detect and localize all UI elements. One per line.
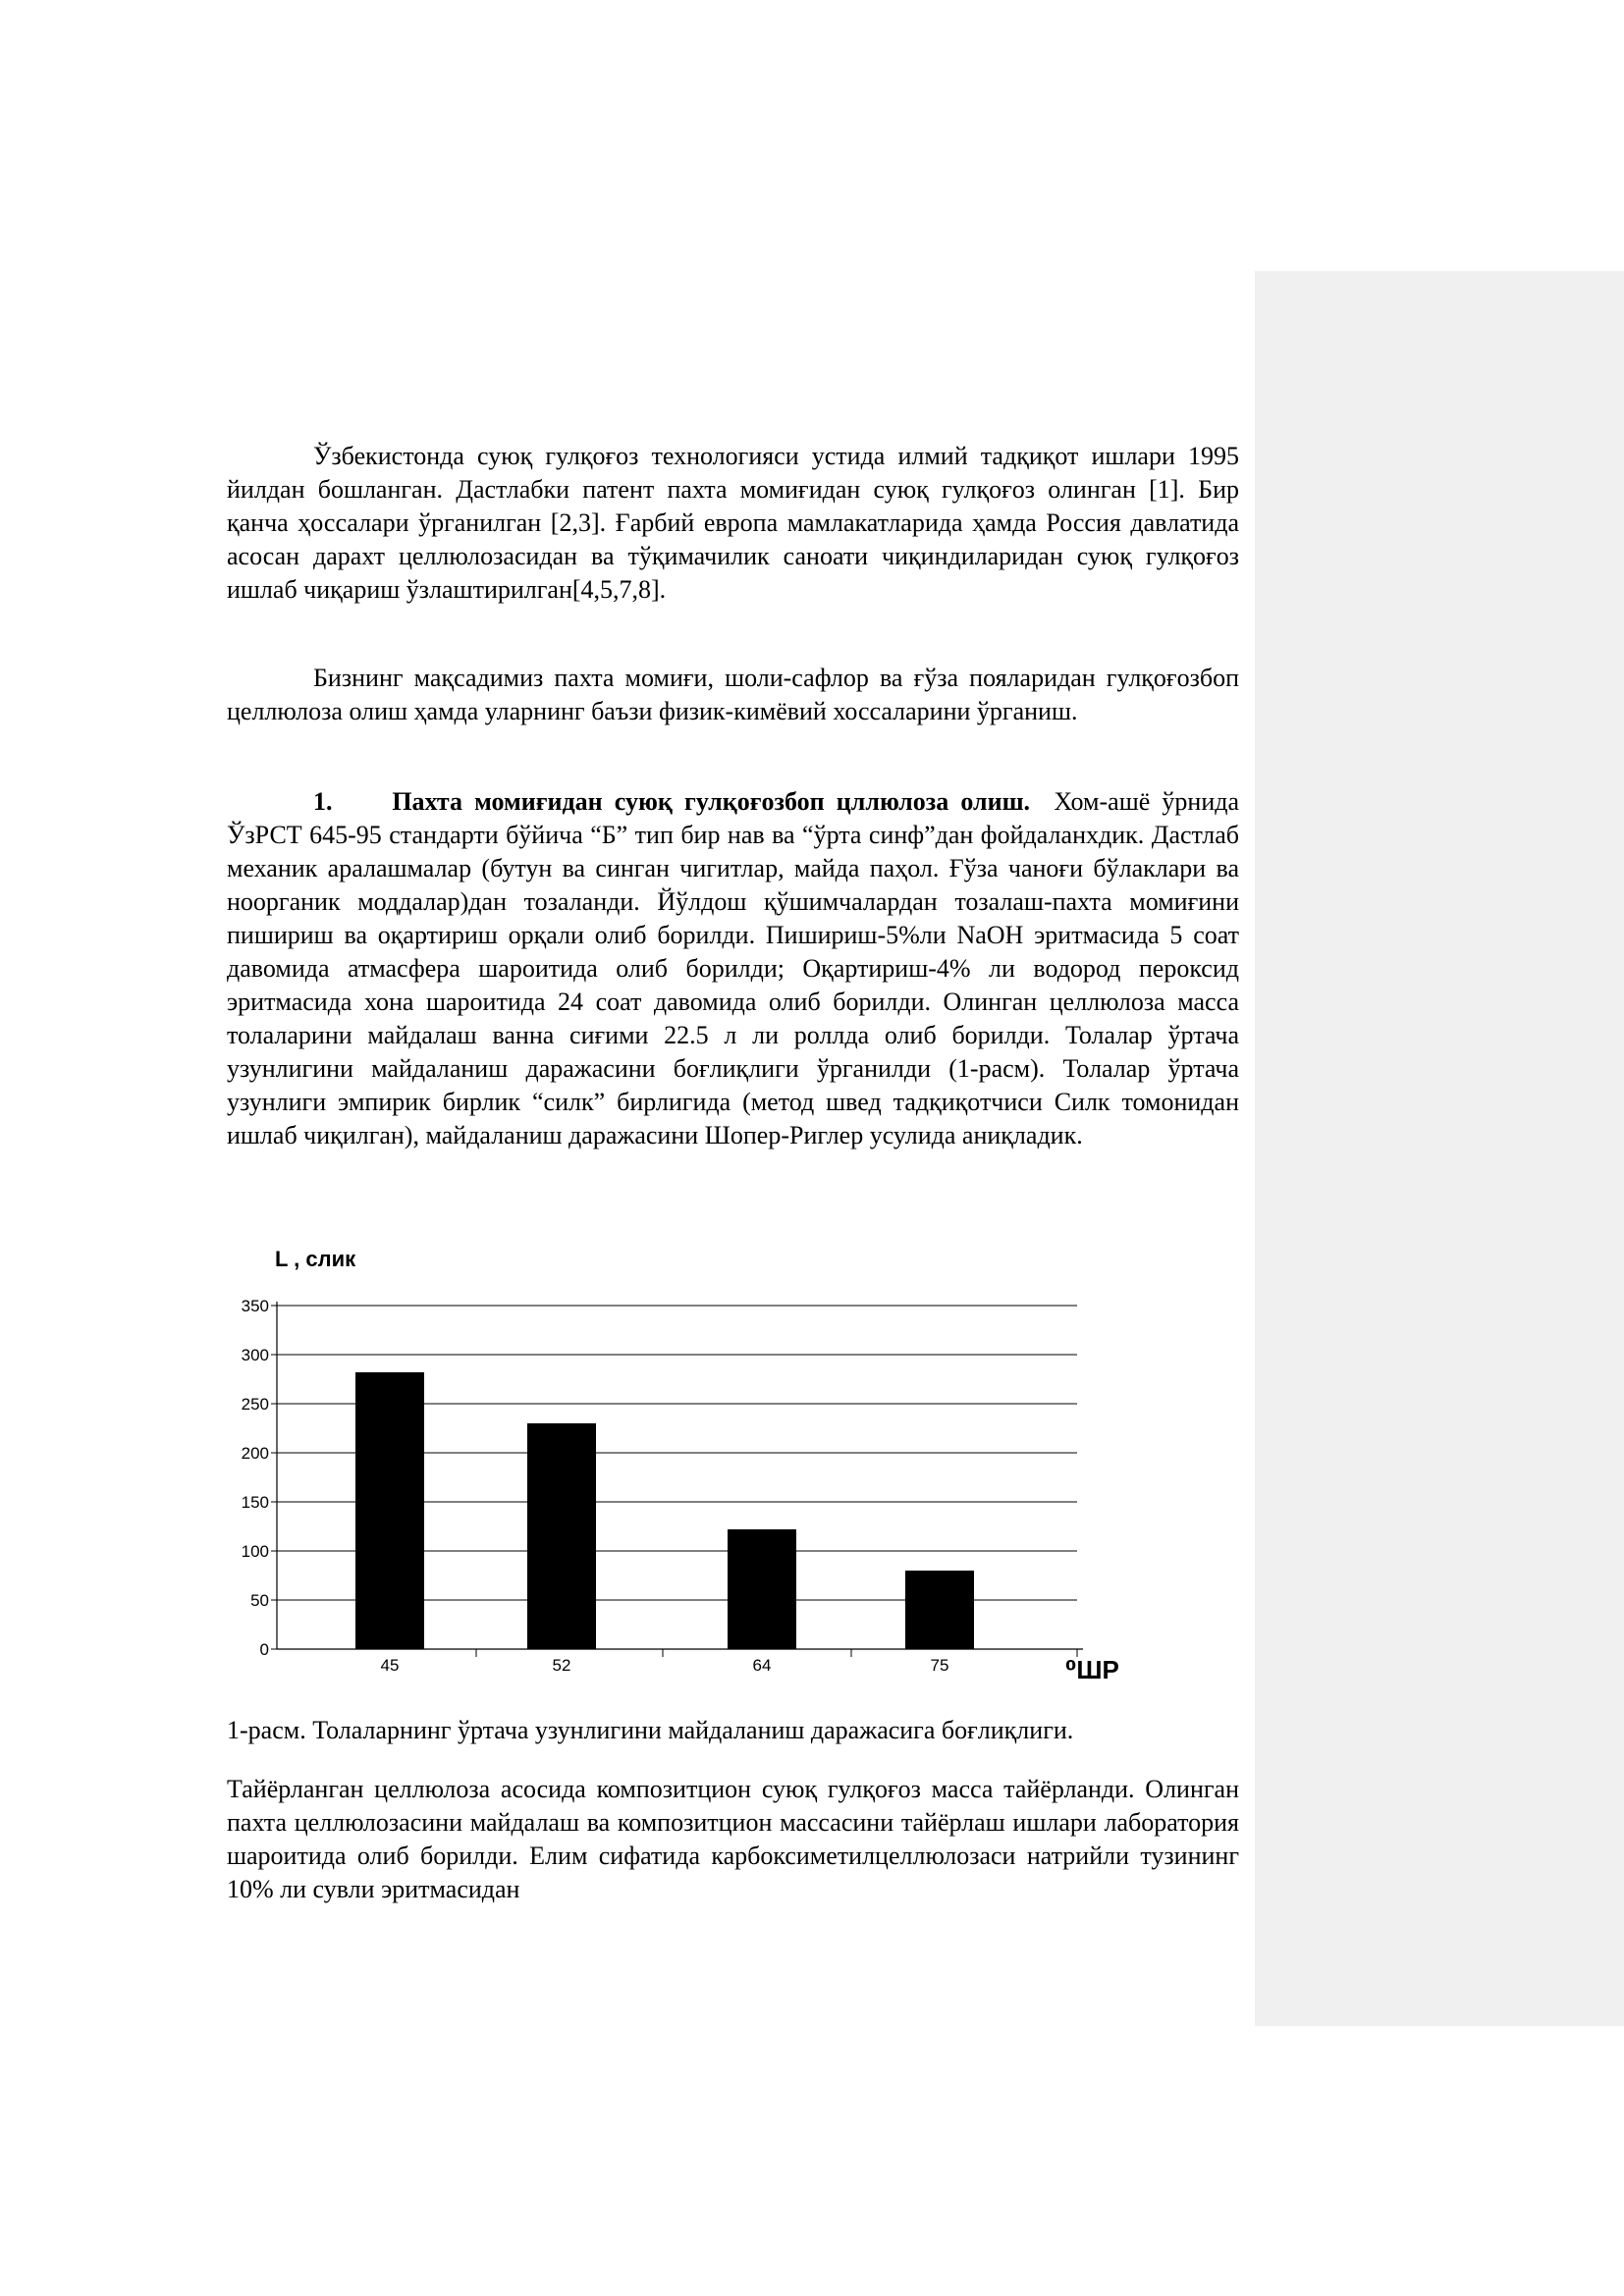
bar (728, 1529, 796, 1649)
section-heading: Пахта момиғидан суюқ гулқоғозбоп цллюлоза олиш. (392, 787, 1031, 816)
bar (527, 1423, 596, 1649)
paragraph-composition (227, 1773, 1239, 1906)
section-1-text (227, 785, 1239, 1152)
x-tick-label: 52 (552, 1656, 571, 1675)
paragraph-intro-text: Ўзбекистонда суюқ гулқоғоз технологияси устида илмий тадқиқот ишлари 1995 йилдан бошланган. Дастлабки патент пахта момиғидан суюқ гулқоғоз олинган [1]. Бир қанча ҳоссалари ўрганилган [2,3]. Ғарбий европа мамлакатларида ҳамда Россия давлатида асосан дарахт целлюлозасидан ва тўқимачилик саноати чиқиндиларидан суюқ гулқоғоз ишлаб чиқариш ўзлаштирилган[4,5,7,8]. (227, 442, 1239, 604)
paragraph-goal-text: Бизнинг мақсадимиз пахта момиғи, шоли-сафлор ва ғўза пояларидан гулқоғозбоп целлюлоза олиш ҳамда уларнинг баъзи физик-кимёвий хоссаларини ўрганиш. (227, 664, 1239, 725)
y-axis-label: L , слик (275, 1247, 356, 1271)
y-tick-label: 350 (241, 1297, 269, 1315)
x-tick-label: 64 (752, 1656, 772, 1675)
x-axis-label: ⁰ШР (1065, 1655, 1119, 1684)
x-tick-label: 75 (930, 1656, 949, 1675)
y-tick-label: 250 (241, 1395, 269, 1414)
x-tick-label: 45 (380, 1656, 400, 1675)
y-tick-label: 50 (250, 1591, 269, 1610)
y-tick-label: 300 (241, 1346, 269, 1364)
y-tick-label: 200 (241, 1444, 269, 1463)
figure-caption-text: 1-расм. Толаларнинг ўртача узунлигини майдаланиш даражасига боғлиқлиги. (227, 1716, 1074, 1744)
y-tick-label: 100 (241, 1542, 269, 1561)
paragraph-intro (227, 440, 1239, 607)
paragraph-goal (227, 662, 1239, 728)
section-number: 1. (313, 787, 333, 816)
section-1 (227, 785, 1239, 1152)
section-body: Хом-ашё ўрнида ЎзРСТ 645-95 стандарти бўйича “Б” тип бир нав ва “ўрта синф”дан фойдаланхдик. Дастлаб механик аралашмалар (бутун ва синган чигитлар, майда паҳол. Ғўза чаноғи бўлаклари ва ноорганик моддалар)дан тозаланди. Йўлдош қўшимчалардан тозалаш-пахта момиғини пишириш ва оқартириш орқали олиб борилди. Пишириш-5%ли NaOH эритмасида 5 соат давомида атмасфера шароитида олиб борилди; Оқартириш-4% ли водород пероксид эритмасида хона шароитида 24 соат давомида олиб борилди. Олинган целлюлоза масса толаларини майдалаш ванна сиғими 22.5 л ли роллда олиб борилди. Толалар ўртача узунлигини майдаланиш даражасини боғлиқлиги ўрганилди (1-расм). Толалар ўртача узунлиги эмпирик бирлик “силк” бирлигида (метод швед тадқиқотчиси Силк томонидан ишлаб чиқилган), майдаланиш даражасини Шопер-Риглер усулида аниқладик. (227, 787, 1240, 1149)
bar-chart-svg (221, 1239, 1144, 1690)
paragraph-composition-text: Тайёрланган целлюлоза асосида композитцион суюқ гулқоғоз масса тайёрланди. Олинган пахта целлюлозасини майдалаш ва композитцион массасини тайёрлаш ишлари лаборатория шароитида олиб борилди. Елим сифатида карбоксиметилцеллюлозаси натрийли тузининг 10% ли сувли эритмасидан (227, 1775, 1239, 1903)
bar (355, 1372, 424, 1649)
y-tick-label: 0 (259, 1640, 269, 1659)
comment-margin-pane (1255, 271, 1624, 2026)
figure-caption (227, 1714, 1239, 1747)
figure-1-chart (221, 1239, 1144, 1690)
bar (905, 1571, 974, 1649)
y-tick-label: 150 (241, 1493, 269, 1512)
